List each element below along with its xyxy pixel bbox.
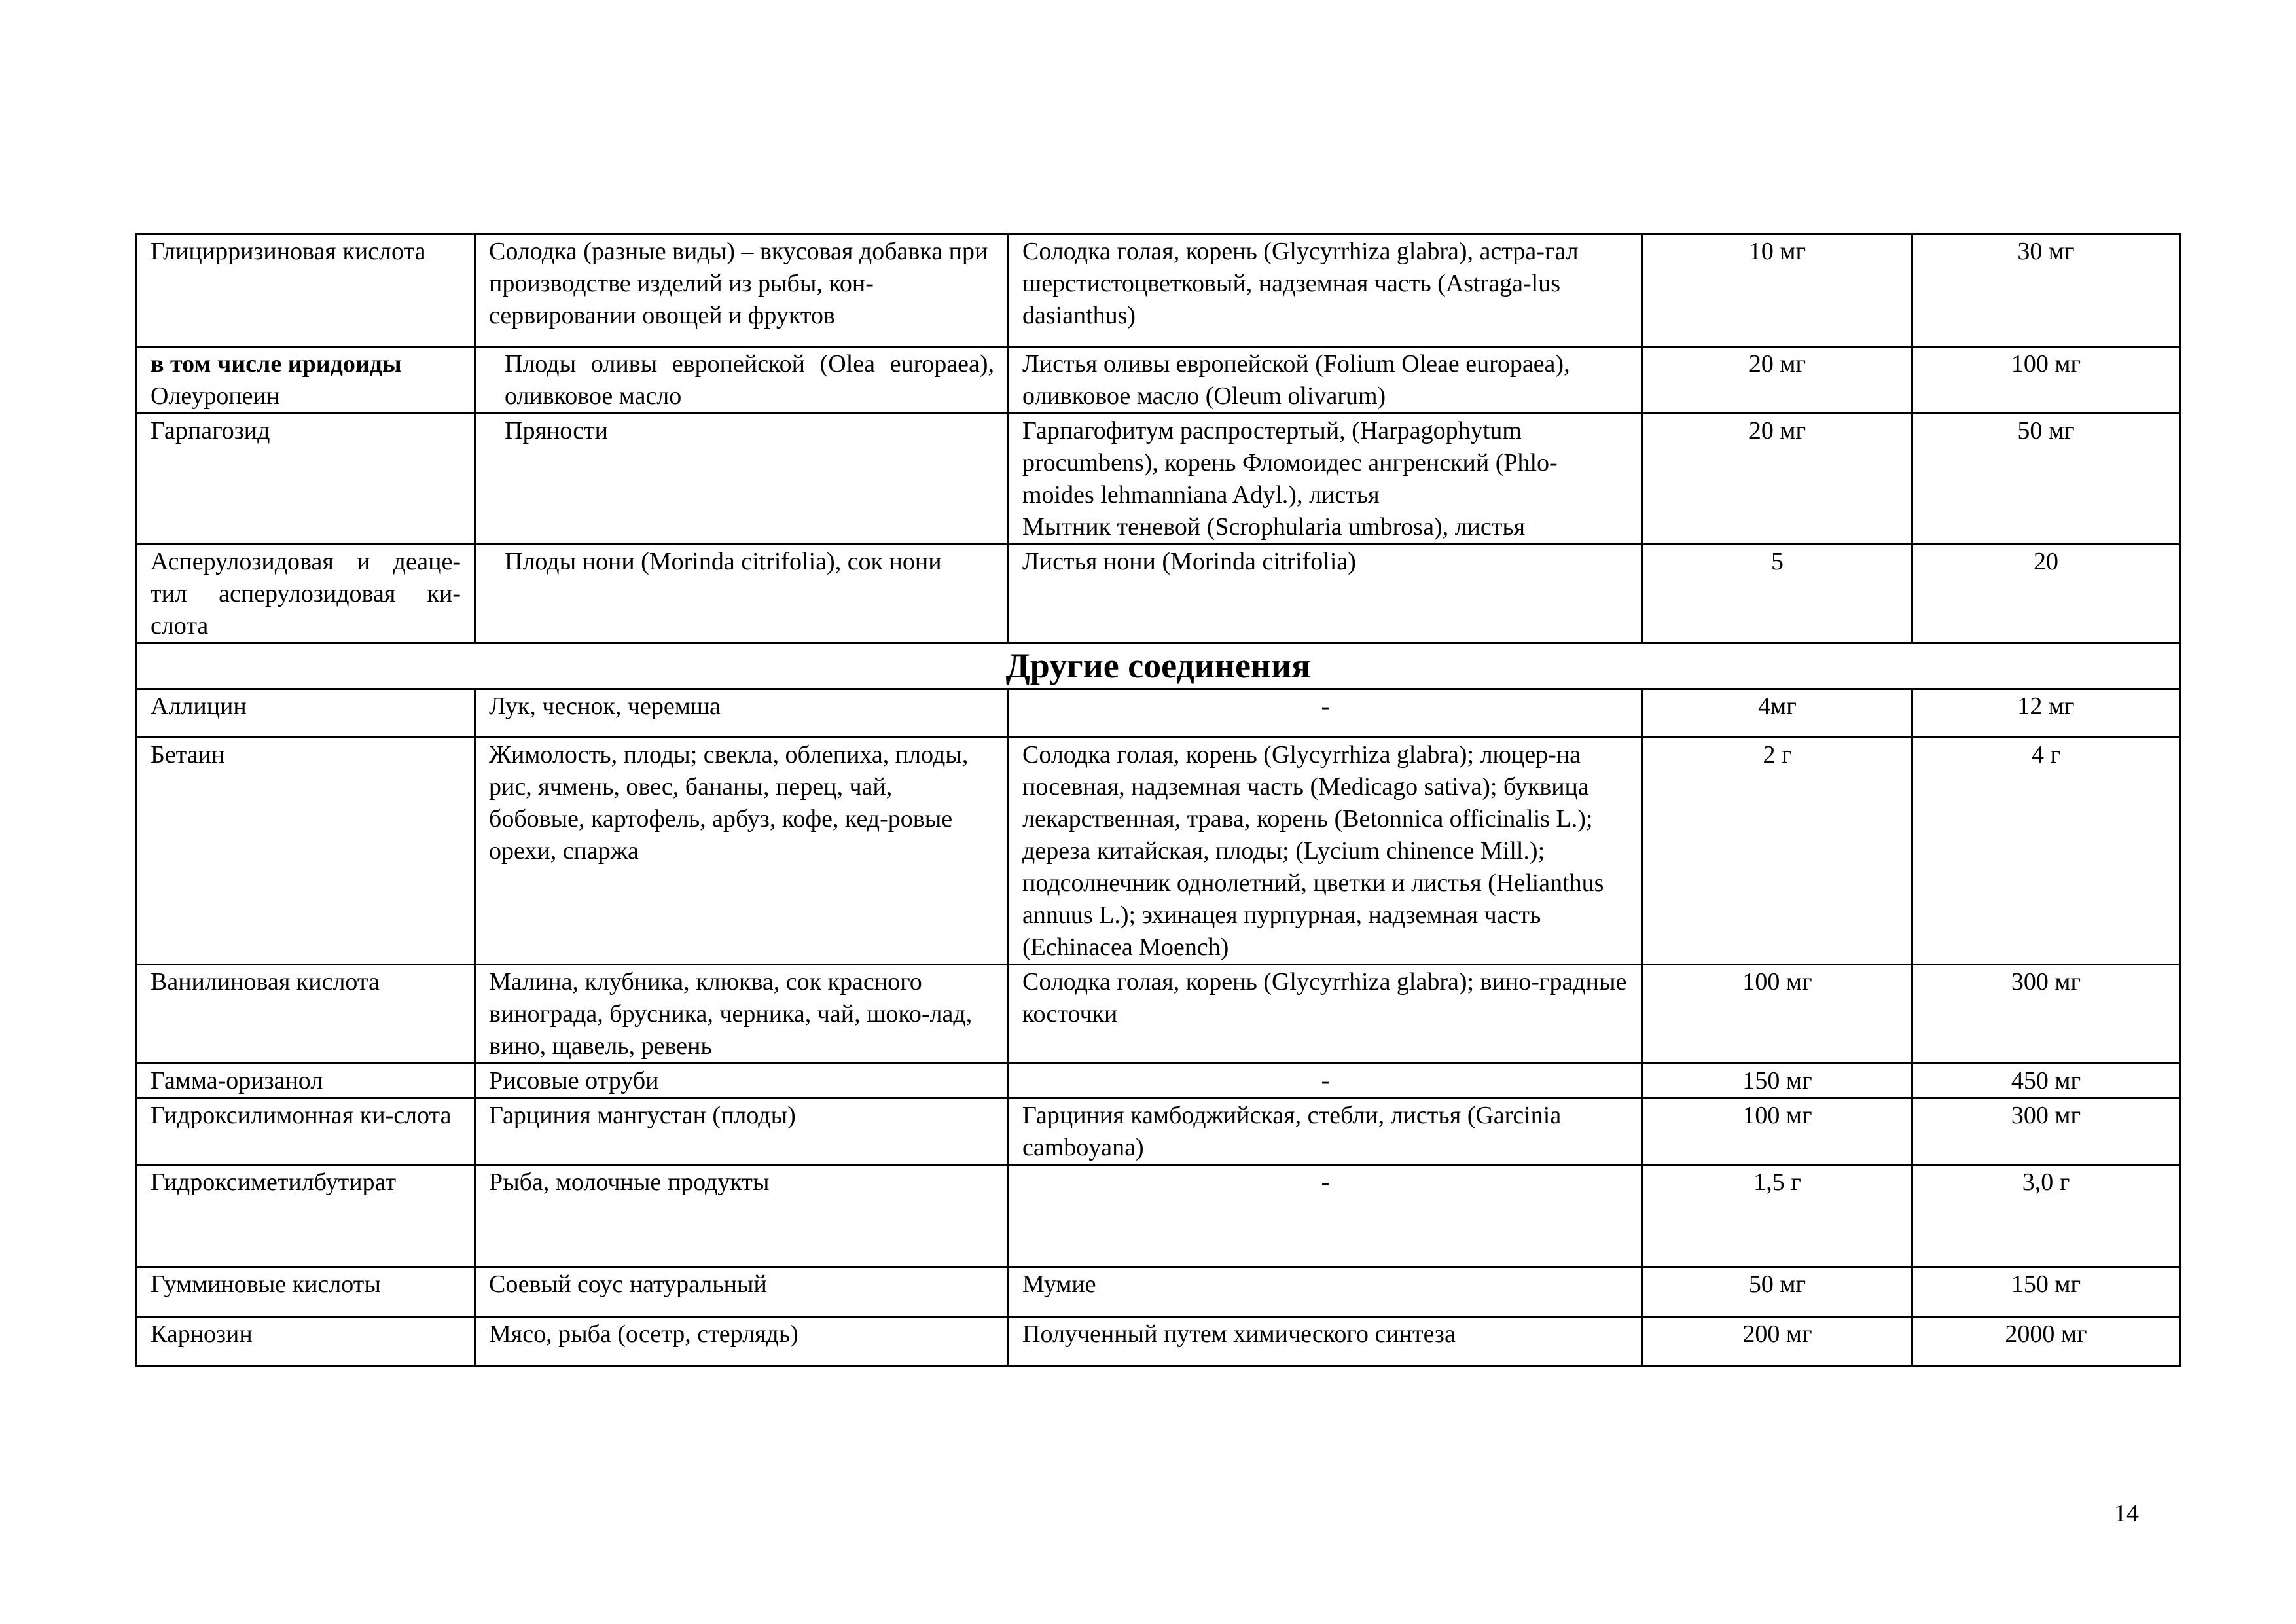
section-title: Другие соединения <box>137 643 2180 689</box>
table-row <box>137 1064 2180 1098</box>
table-row <box>137 1098 2180 1165</box>
table-row <box>137 234 2180 347</box>
dose-max: 4 г <box>1912 738 2180 965</box>
plant-sources: - <box>1009 1064 1643 1098</box>
table-row <box>137 347 2180 414</box>
dose-min: 10 мг <box>1643 234 1912 347</box>
dose-min: 5 <box>1643 545 1912 643</box>
compound-name: Аллицин <box>137 689 475 738</box>
dose-min: 150 мг <box>1643 1064 1912 1098</box>
food-sources: Лук, чеснок, черемша <box>475 689 1009 738</box>
dose-max: 20 <box>1912 545 2180 643</box>
dose-min: 2 г <box>1643 738 1912 965</box>
table-row <box>137 1267 2180 1317</box>
food-sources: Плоды нони (Morinda citrifolia), сок нони <box>475 545 1009 643</box>
food-sources: Солодка (разные виды) – вкусовая добавка при производстве изделий из рыбы, кон-сервировании овощей и фруктов <box>475 234 1009 347</box>
table-row <box>137 414 2180 545</box>
compound-name-cell <box>137 347 475 414</box>
food-sources: Жимолость, плоды; свекла, облепиха, плоды, рис, ячмень, овес, бананы, перец, чай, бобовые, картофель, арбуз, кофе, кед-ровые орехи, спаржа <box>475 738 1009 965</box>
table-row <box>137 1165 2180 1267</box>
compound-name: Гарпагозид <box>137 414 475 545</box>
dose-min: 50 мг <box>1643 1267 1912 1317</box>
dose-max: 300 мг <box>1912 965 2180 1064</box>
dose-max: 12 мг <box>1912 689 2180 738</box>
plant-sources: - <box>1009 689 1643 738</box>
food-sources: Гарциния мангустан (плоды) <box>475 1098 1009 1165</box>
dose-min: 1,5 г <box>1643 1165 1912 1267</box>
dose-max: 150 мг <box>1912 1267 2180 1317</box>
dose-min: 200 мг <box>1643 1317 1912 1366</box>
dose-max: 300 мг <box>1912 1098 2180 1165</box>
plant-sources: - <box>1009 1165 1643 1267</box>
dose-min: 100 мг <box>1643 965 1912 1064</box>
dose-min: 20 мг <box>1643 347 1912 414</box>
food-sources: Пряности <box>475 414 1009 545</box>
dose-min: 4мг <box>1643 689 1912 738</box>
plant-sources: Листья оливы европейской (Folium Oleae europaea), оливковое масло (Oleum olivarum) <box>1009 347 1643 414</box>
plant-sources: Полученный путем химического синтеза <box>1009 1317 1643 1366</box>
compound-name: Гидроксиметилбутират <box>137 1165 475 1267</box>
compound-group-label: в том числе иридоиды <box>151 350 402 378</box>
compound-name: Асперулозидовая и деаце-тил асперулозидовая ки-слота <box>137 545 475 643</box>
table-row <box>137 689 2180 738</box>
food-sources: Плоды оливы европейской (Olea europaea), оливковое масло <box>475 347 1009 414</box>
dose-max: 450 мг <box>1912 1064 2180 1098</box>
page-number: 14 <box>2114 1500 2139 1527</box>
plant-sources-cell <box>1009 414 1643 545</box>
food-sources: Соевый соус натуральный <box>475 1267 1009 1317</box>
compound-name: Гумминовые кислоты <box>137 1267 475 1317</box>
dose-max: 3,0 г <box>1912 1165 2180 1267</box>
plant-sources: Солодка голая, корень (Glycyrrhiza glabra); вино-градные косточки <box>1009 965 1643 1064</box>
plant-sources: Листья нони (Morinda citrifolia) <box>1009 545 1643 643</box>
plant-sources: Солодка голая, корень (Glycyrrhiza glabra); люцер-на посевная, надземная часть (Medicago sativa); буквица лекарственная, трава, корень (Betonnica officinalis L.); дереза китайская, плоды; (Lycium chinence Mill.); подсолнечник однолетний, цветки и листья (Helianthus annuus L.); эхинацея пурпурная, надземная часть (Echinacea Moench) <box>1009 738 1643 965</box>
table-row <box>137 965 2180 1064</box>
compound-name: Карнозин <box>137 1317 475 1366</box>
table-row <box>137 545 2180 643</box>
plant-sources: Солодка голая, корень (Glycyrrhiza glabra), астра-гал шерстистоцветковый, надземная часть (Astraga-lus dasianthus) <box>1009 234 1643 347</box>
plant-sources: Мумие <box>1009 1267 1643 1317</box>
food-sources: Малина, клубника, клюква, сок красного винограда, брусника, черника, чай, шоко-лад, вино, щавель, ревень <box>475 965 1009 1064</box>
food-sources: Рыба, молочные продукты <box>475 1165 1009 1267</box>
compounds-table <box>135 233 2181 1367</box>
table-row <box>137 1317 2180 1366</box>
dose-max: 100 мг <box>1912 347 2180 414</box>
dose-max: 30 мг <box>1912 234 2180 347</box>
dose-max: 2000 мг <box>1912 1317 2180 1366</box>
plant-sources: Гарциния камбоджийская, стебли, листья (Garcinia camboyana) <box>1009 1098 1643 1165</box>
table-row <box>137 738 2180 965</box>
food-sources: Рисовые отруби <box>475 1064 1009 1098</box>
dose-min: 20 мг <box>1643 414 1912 545</box>
plant-sources: Гарпагофитум распростертый, (Harpagophytum procumbens), корень Фломоидес ангренский (Phlo-moides lehmanniana Adyl.), листья <box>1022 417 1558 509</box>
compound-name: Олеуропеин <box>151 382 280 410</box>
compound-name: Гамма-оризанол <box>137 1064 475 1098</box>
plant-sources-extra: Мытник теневой (Scrophularia umbrosa), листья <box>1022 513 1526 541</box>
compound-name: Бетаин <box>137 738 475 965</box>
dose-min: 100 мг <box>1643 1098 1912 1165</box>
compound-name: Ванилиновая кислота <box>137 965 475 1064</box>
food-sources: Мясо, рыба (осетр, стерлядь) <box>475 1317 1009 1366</box>
section-row <box>137 643 2180 689</box>
compound-name: Гидроксилимонная ки-слота <box>137 1098 475 1165</box>
compound-name: Глицирризиновая кислота <box>137 234 475 347</box>
dose-max: 50 мг <box>1912 414 2180 545</box>
